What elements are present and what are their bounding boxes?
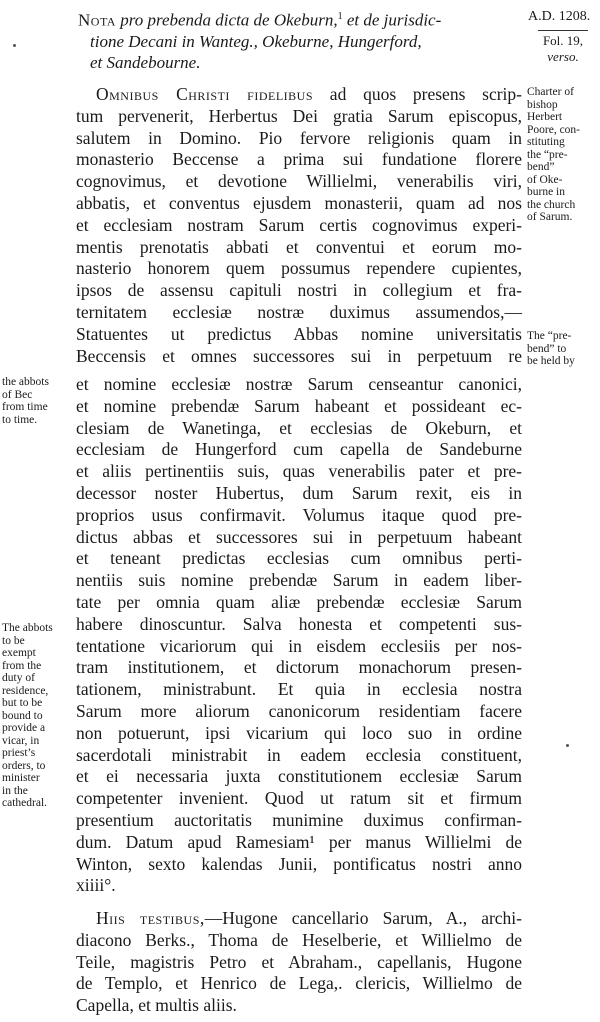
text-line: [76, 171, 522, 193]
line-text: monasterio Beccense a prima sui fundatione florere: [76, 149, 522, 170]
margin-note-line: vicar, in: [2, 734, 40, 747]
text-line: [76, 215, 522, 237]
heading-nota: Nota: [78, 10, 116, 30]
text-line: et nomine ecclesiæ nostræ Sarum censeantur canonici,: [76, 374, 522, 394]
text-line: tate per omnia quam aliæ prebendæ ecclesiæ Sarum: [76, 591, 522, 612]
margin-note-line: bound to: [2, 709, 43, 722]
margin-note-line: to time.: [2, 413, 38, 426]
folio-side: verso.: [547, 49, 579, 64]
text-line: [76, 237, 522, 259]
lead-words: Omnibus Christi fidelibus: [96, 84, 314, 104]
text-line: [76, 930, 522, 952]
line-text: tum pervenerit, Herbertus Dei gratia Sarum episcopus,: [76, 105, 522, 126]
heading-line1: pro prebenda dicta de Okeburn,: [120, 10, 338, 30]
margin-note-line: The abbots: [2, 622, 53, 634]
text-line: nentiis suis nomine prebendæ Sarum in eadem liber-: [76, 570, 522, 591]
margin-note-line: from the: [2, 659, 42, 672]
margin-note-line: the church: [527, 198, 576, 211]
margin-note-line: be held by: [527, 355, 575, 367]
line-text: cognovimus, et devotione Willielmi, venerabilis viri,: [76, 171, 522, 192]
text-line: tram institutionem, et dictorum monachorum presen-: [76, 657, 522, 678]
text-line: proprios usus confirmavit. Volumus itaque quod pre-: [76, 504, 522, 525]
margin-note-line: Herbert: [527, 111, 563, 123]
margin-note-abbots-bec: [2, 376, 72, 426]
margin-note-line: exempt: [2, 647, 36, 659]
margin-note-line: orders, to: [2, 759, 46, 772]
text-line: competenter invenient. Quod ut ratum sit et firmum: [76, 788, 522, 809]
text-line: tentatione vicariorum qui in eisdem ecclesiis per nos-: [76, 635, 522, 656]
line-text: —Hugone cancellario Sarum, A., archi-: [204, 908, 522, 928]
folio-reference: [538, 30, 588, 65]
margin-note-line: the “pre-: [527, 148, 568, 161]
margin-note-residence: [2, 622, 72, 810]
text-line: sacerdotali ministrabit in eadem ecclesia constituent,: [76, 744, 522, 765]
margin-note-line: duty of: [2, 672, 35, 684]
margin-note-line: from time: [2, 401, 48, 413]
heading-line3: et Sandebourne.: [90, 52, 201, 72]
line-text: nasterio honorem quem possumus rependere cupientes,: [76, 258, 522, 279]
margin-note-line: of Oke-: [527, 173, 563, 186]
lead-words: Hiis testibus,: [96, 908, 205, 928]
folio-number: Fol. 19,: [538, 30, 588, 49]
margin-note-charter: [527, 86, 597, 224]
text-line: [76, 258, 522, 280]
margin-note-line: residence,: [2, 684, 49, 697]
text-line: [76, 324, 522, 346]
line-text: et ecclesiam nostram Sarum certis cognovimus experi-: [76, 214, 522, 235]
margin-note-line: Poore, con-: [527, 123, 581, 136]
text-line: et aliis pertinentiis suis, quas venerabilis pater et pre-: [76, 461, 522, 482]
text-line: tationem, ministrabunt. Et quia in ecclesia nostra: [76, 679, 522, 700]
margin-note-line: bishop: [527, 98, 558, 111]
text-line: non potuerunt, ipsi vicarium qui loco suo in ordine: [76, 722, 522, 743]
text-line: xiiii°.: [76, 875, 116, 896]
text-line: [76, 128, 522, 150]
margin-note-line: stituting: [527, 136, 565, 148]
margin-note-line: the abbots: [2, 376, 49, 388]
line-text: ternitatem ecclesiæ nostræ duximus assumendos,—: [76, 301, 522, 322]
text-line: [76, 193, 522, 215]
text-line: [76, 952, 522, 974]
margin-note-line: provide a: [2, 722, 46, 734]
text-line: [76, 973, 522, 995]
margin-note-line: priest’s: [2, 747, 36, 759]
line-text: Teile, magistris Petro et Abraham., capellanis, Hugone: [76, 951, 522, 972]
text-line: ecclesiam de Hungerford cum capella de Sandeburne: [76, 439, 522, 460]
text-line: [76, 149, 522, 171]
text-line: dum. Datum apud Ramesiam¹ per manus Willielmi de: [76, 831, 522, 852]
margin-note-line: Charter of: [527, 86, 574, 98]
heading: [78, 6, 535, 73]
line-text: Capella, et multis aliis.: [76, 995, 237, 1016]
margin-note-line: of Bec: [2, 388, 33, 401]
margin-note-line: cathedral.: [2, 797, 48, 809]
margin-note-line: bend”: [527, 161, 555, 173]
text-line: decessor noster Hubertus, dum Sarum rexit, eis in: [76, 482, 522, 503]
text-line: [76, 106, 522, 128]
line-text: diacono Berks., Thoma de Heselberie, et Willielmo de: [76, 929, 522, 950]
line-text: Beccensis et omnes successores sui in perpetuum re: [76, 345, 522, 366]
margin-note-line: burne in: [527, 186, 566, 198]
margin-note-line: minister: [2, 772, 40, 784]
margin-note-line: of Sarum.: [527, 211, 573, 223]
text-line: presentium auctoritatis munimine duximus confirman-: [76, 809, 522, 830]
line-text: Statuentes ut predictus Abbas nomine universitatis: [76, 323, 522, 344]
line-text: mentis prenotatis abbati et conventui et eorum mo-: [76, 236, 522, 257]
text-line: et teneant predictas ecclesias cum omnibus perti-: [76, 548, 522, 569]
text-line: [76, 346, 522, 368]
text-line: [76, 908, 522, 930]
charter-body-lower: [76, 374, 522, 897]
margin-note-line: to be: [2, 634, 25, 647]
text-line: [76, 280, 522, 302]
date-label: A.D. 1208.: [528, 9, 591, 24]
text-line: et ei necessaria juxta constitutionem ecclesiæ Sarum: [76, 766, 522, 787]
line-text: ipsos de assensu capituli nostri in collegium et fra-: [76, 280, 522, 301]
margin-note-line: in the: [2, 784, 28, 797]
line-text: salutem in Domino. Pio fervore religionis quam in: [76, 127, 522, 148]
margin-note-line: The “pre-: [527, 330, 572, 342]
line-text: de Templo, et Henrico de Lega,. clericis, Willielmo de: [76, 973, 522, 994]
text-line: [76, 302, 522, 324]
text-line: Sarum more aliorum canonicorum residentiam facere: [76, 700, 522, 721]
print-speck: [13, 44, 16, 47]
text-line: dictus abbas et successores sui in perpetuum habeant: [76, 526, 522, 547]
text-line: Winton, sexto kalendas Junii, pontificatus nostri anno: [76, 853, 522, 874]
text-line: et nomine prebendæ Sarum habeant et possideant ec-: [76, 395, 522, 416]
line-text: abbatis, et conventus ejusdem monasterii, quam ad nos: [76, 192, 522, 213]
witness-list: [76, 908, 522, 1017]
margin-note-prebend: [527, 330, 597, 368]
text-line: [76, 84, 522, 106]
print-speck: [566, 744, 569, 747]
heading-line2: tione Decani in Wanteg., Okeburne, Hungerford,: [90, 31, 422, 51]
text-line: clesiam de Wanetinga, et ecclesias de Okeburn, et: [76, 417, 522, 438]
text-line: [76, 995, 522, 1017]
heading-line1-end: et de jurisdic-: [346, 10, 442, 30]
text-line: habere dinoscuntur. Salva honesta et competenti sus-: [76, 613, 522, 634]
line-text: ad quos presens scrip-: [313, 84, 522, 104]
margin-note-line: but to be: [2, 697, 43, 709]
footnote-marker: 1: [337, 11, 343, 22]
margin-note-line: bend” to: [527, 342, 567, 355]
charter-body-upper: [76, 84, 522, 367]
